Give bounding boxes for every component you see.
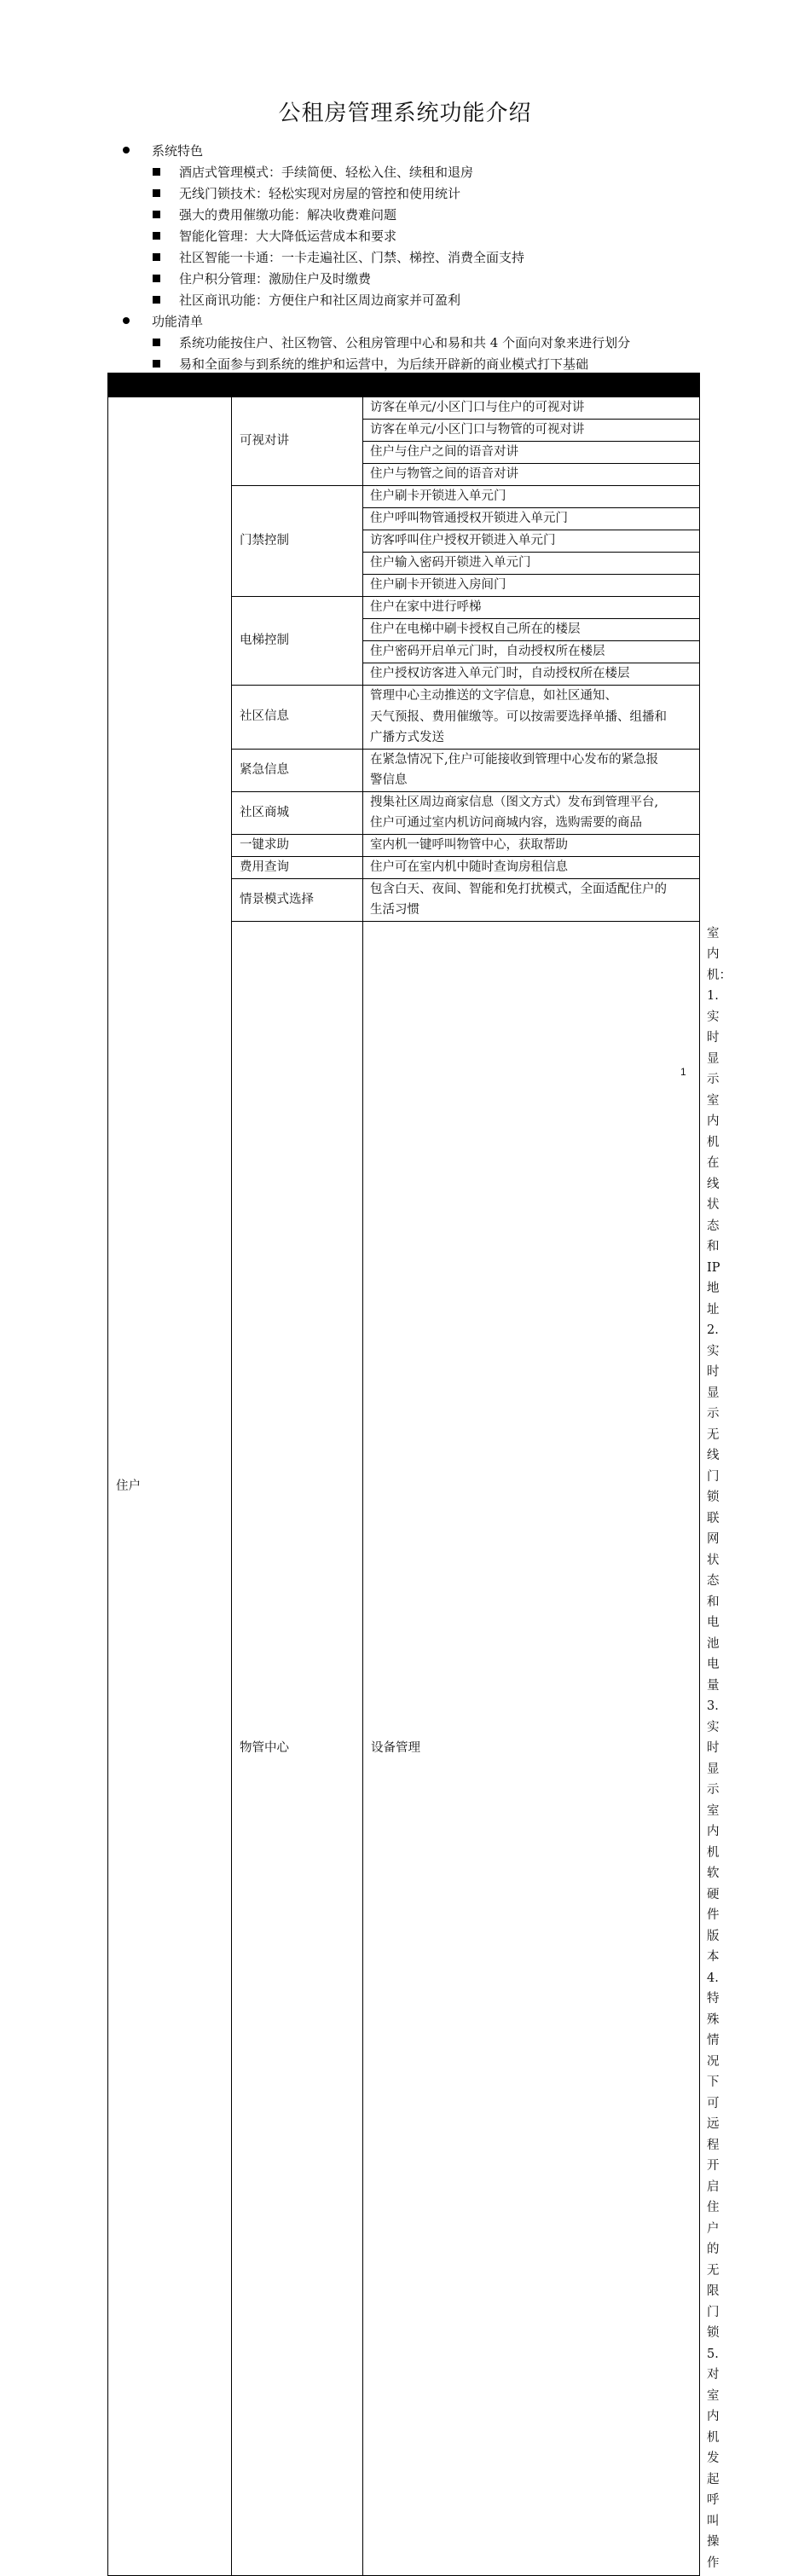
detail-cell: 住户授权访客进入单元门时，自动授权所在楼层	[363, 663, 700, 686]
detail-cell: 访客在单元/小区门口与住户的可视对讲	[363, 397, 700, 420]
bullet-dot-icon	[123, 147, 130, 153]
detail-line: 在紧急情况下,住户可能接收到管理中心发布的紧急报	[370, 752, 659, 767]
detail-cell	[363, 791, 700, 834]
role-cell: 住户	[108, 397, 232, 2576]
bullet-square-icon	[153, 168, 160, 176]
detail-cell: 住户呼叫物管通授权开锁进入单元门	[363, 508, 700, 530]
detail-cell: 住户密码开启单元门时，自动授权所在楼层	[363, 641, 700, 663]
page-number: 1	[680, 1066, 686, 1078]
table-row: 物管中心 设备管理 室内机： 1.实时显示室内机在线状态和 IP 地址 2.实时显示无线门锁联网状态和电池电量 3.实时显示室内机软硬件版本 4.特殊情况下可远程开启住户的无限门锁 5.对室内机发起呼叫操作	[108, 921, 700, 2576]
bullet-square-icon	[153, 253, 160, 261]
detail-line: 天气预报、费用催缴等。可以按需要选择单播、组播和	[370, 709, 667, 724]
detail-cell	[363, 749, 700, 791]
list-item: 智能化管理：大大降低运营成本和要求	[153, 226, 396, 247]
list-item: 酒店式管理模式：手续简便、轻松入住、续租和退房	[153, 162, 473, 183]
list-item: 强大的费用催缴功能：解决收费难问题	[153, 205, 396, 226]
detail-cell: 室内机一键呼叫物管中心，获取帮助	[363, 834, 700, 856]
detail-cell: 住户在电梯中刷卡授权自己所在的楼层	[363, 619, 700, 641]
feature-cell: 社区商城	[232, 791, 363, 834]
detail-line: 广播方式发送	[370, 731, 444, 744]
function-table	[107, 373, 732, 2576]
detail-cell: 住户与住户之间的语音对讲	[363, 442, 700, 464]
detail-cell: 访客在单元/小区门口与物管的可视对讲	[363, 420, 700, 442]
list-item: 系统功能按住户、社区物管、公租房管理中心和易和共 4 个面向对象来进行划分	[153, 333, 630, 354]
detail-cell: 住户与物管之间的语音对讲	[363, 464, 700, 486]
bullet-square-icon	[153, 275, 160, 282]
list-item: 社区智能一卡通：一卡走遍社区、门禁、梯控、消费全面支持	[153, 247, 524, 269]
feature-cell: 设备管理	[363, 921, 700, 2576]
feature-cell: 可视对讲	[232, 397, 363, 486]
section-heading: 系统特色	[123, 141, 203, 162]
detail-cell: 住户可在室内机中随时查询房租信息	[363, 856, 700, 878]
bullet-dot-icon	[123, 317, 130, 324]
detail-line: 搜集社区周边商家信息（图文方式）发布到管理平台,	[370, 795, 659, 809]
detail-cell: 访客呼叫住户授权开锁进入单元门	[363, 530, 700, 553]
page-title: 公租房管理系统功能介绍	[278, 101, 532, 126]
bullet-square-icon	[153, 211, 160, 218]
detail-line: 管理中心主动推送的文字信息，如社区通知、	[370, 689, 617, 703]
feature-cell: 电梯控制	[232, 597, 363, 686]
feature-cell: 费用查询	[232, 856, 363, 878]
feature-cell: 紧急信息	[232, 749, 363, 791]
feature-cell: 社区信息	[232, 686, 363, 750]
bullet-square-icon	[153, 189, 160, 197]
detail-cell	[363, 878, 700, 921]
list-item: 易和全面参与到系统的维护和运营中，为后续开辟新的商业模式打下基础	[153, 354, 588, 375]
feature-cell: 情景模式选择	[232, 878, 363, 921]
list-item: 社区商讯功能：方便住户和社区周边商家并可盈利	[153, 290, 460, 311]
detail-line: 警信息	[370, 773, 408, 787]
role-cell: 物管中心	[232, 921, 363, 2576]
feature-cell: 门禁控制	[232, 486, 363, 597]
detail-line: 包含白天、夜间、智能和免打扰模式，全面适配住户的	[370, 882, 667, 896]
detail-cell: 住户输入密码开锁进入单元门	[363, 553, 700, 575]
section-heading: 功能清单	[123, 311, 203, 333]
table-row	[108, 397, 700, 420]
list-item: 住户积分管理：激励住户及时缴费	[153, 269, 371, 290]
bullet-square-icon	[153, 232, 160, 240]
detail-cell: 住户刷卡开锁进入房间门	[363, 575, 700, 597]
detail-cell: 住户刷卡开锁进入单元门	[363, 486, 700, 508]
feature-cell: 一键求助	[232, 834, 363, 856]
table-header-bar	[108, 373, 700, 397]
list-item: 无线门锁技术：轻松实现对房屋的管控和使用统计	[153, 183, 460, 205]
detail-line: 生活习惯	[370, 903, 419, 917]
detail-cell: 住户在家中进行呼梯	[363, 597, 700, 619]
detail-cell	[363, 686, 700, 750]
bullet-square-icon	[153, 296, 160, 304]
detail-line: 住户可通过室内机访问商城内容，选购需要的商品	[370, 816, 642, 830]
bullet-square-icon	[153, 360, 160, 368]
bullet-square-icon	[153, 339, 160, 346]
